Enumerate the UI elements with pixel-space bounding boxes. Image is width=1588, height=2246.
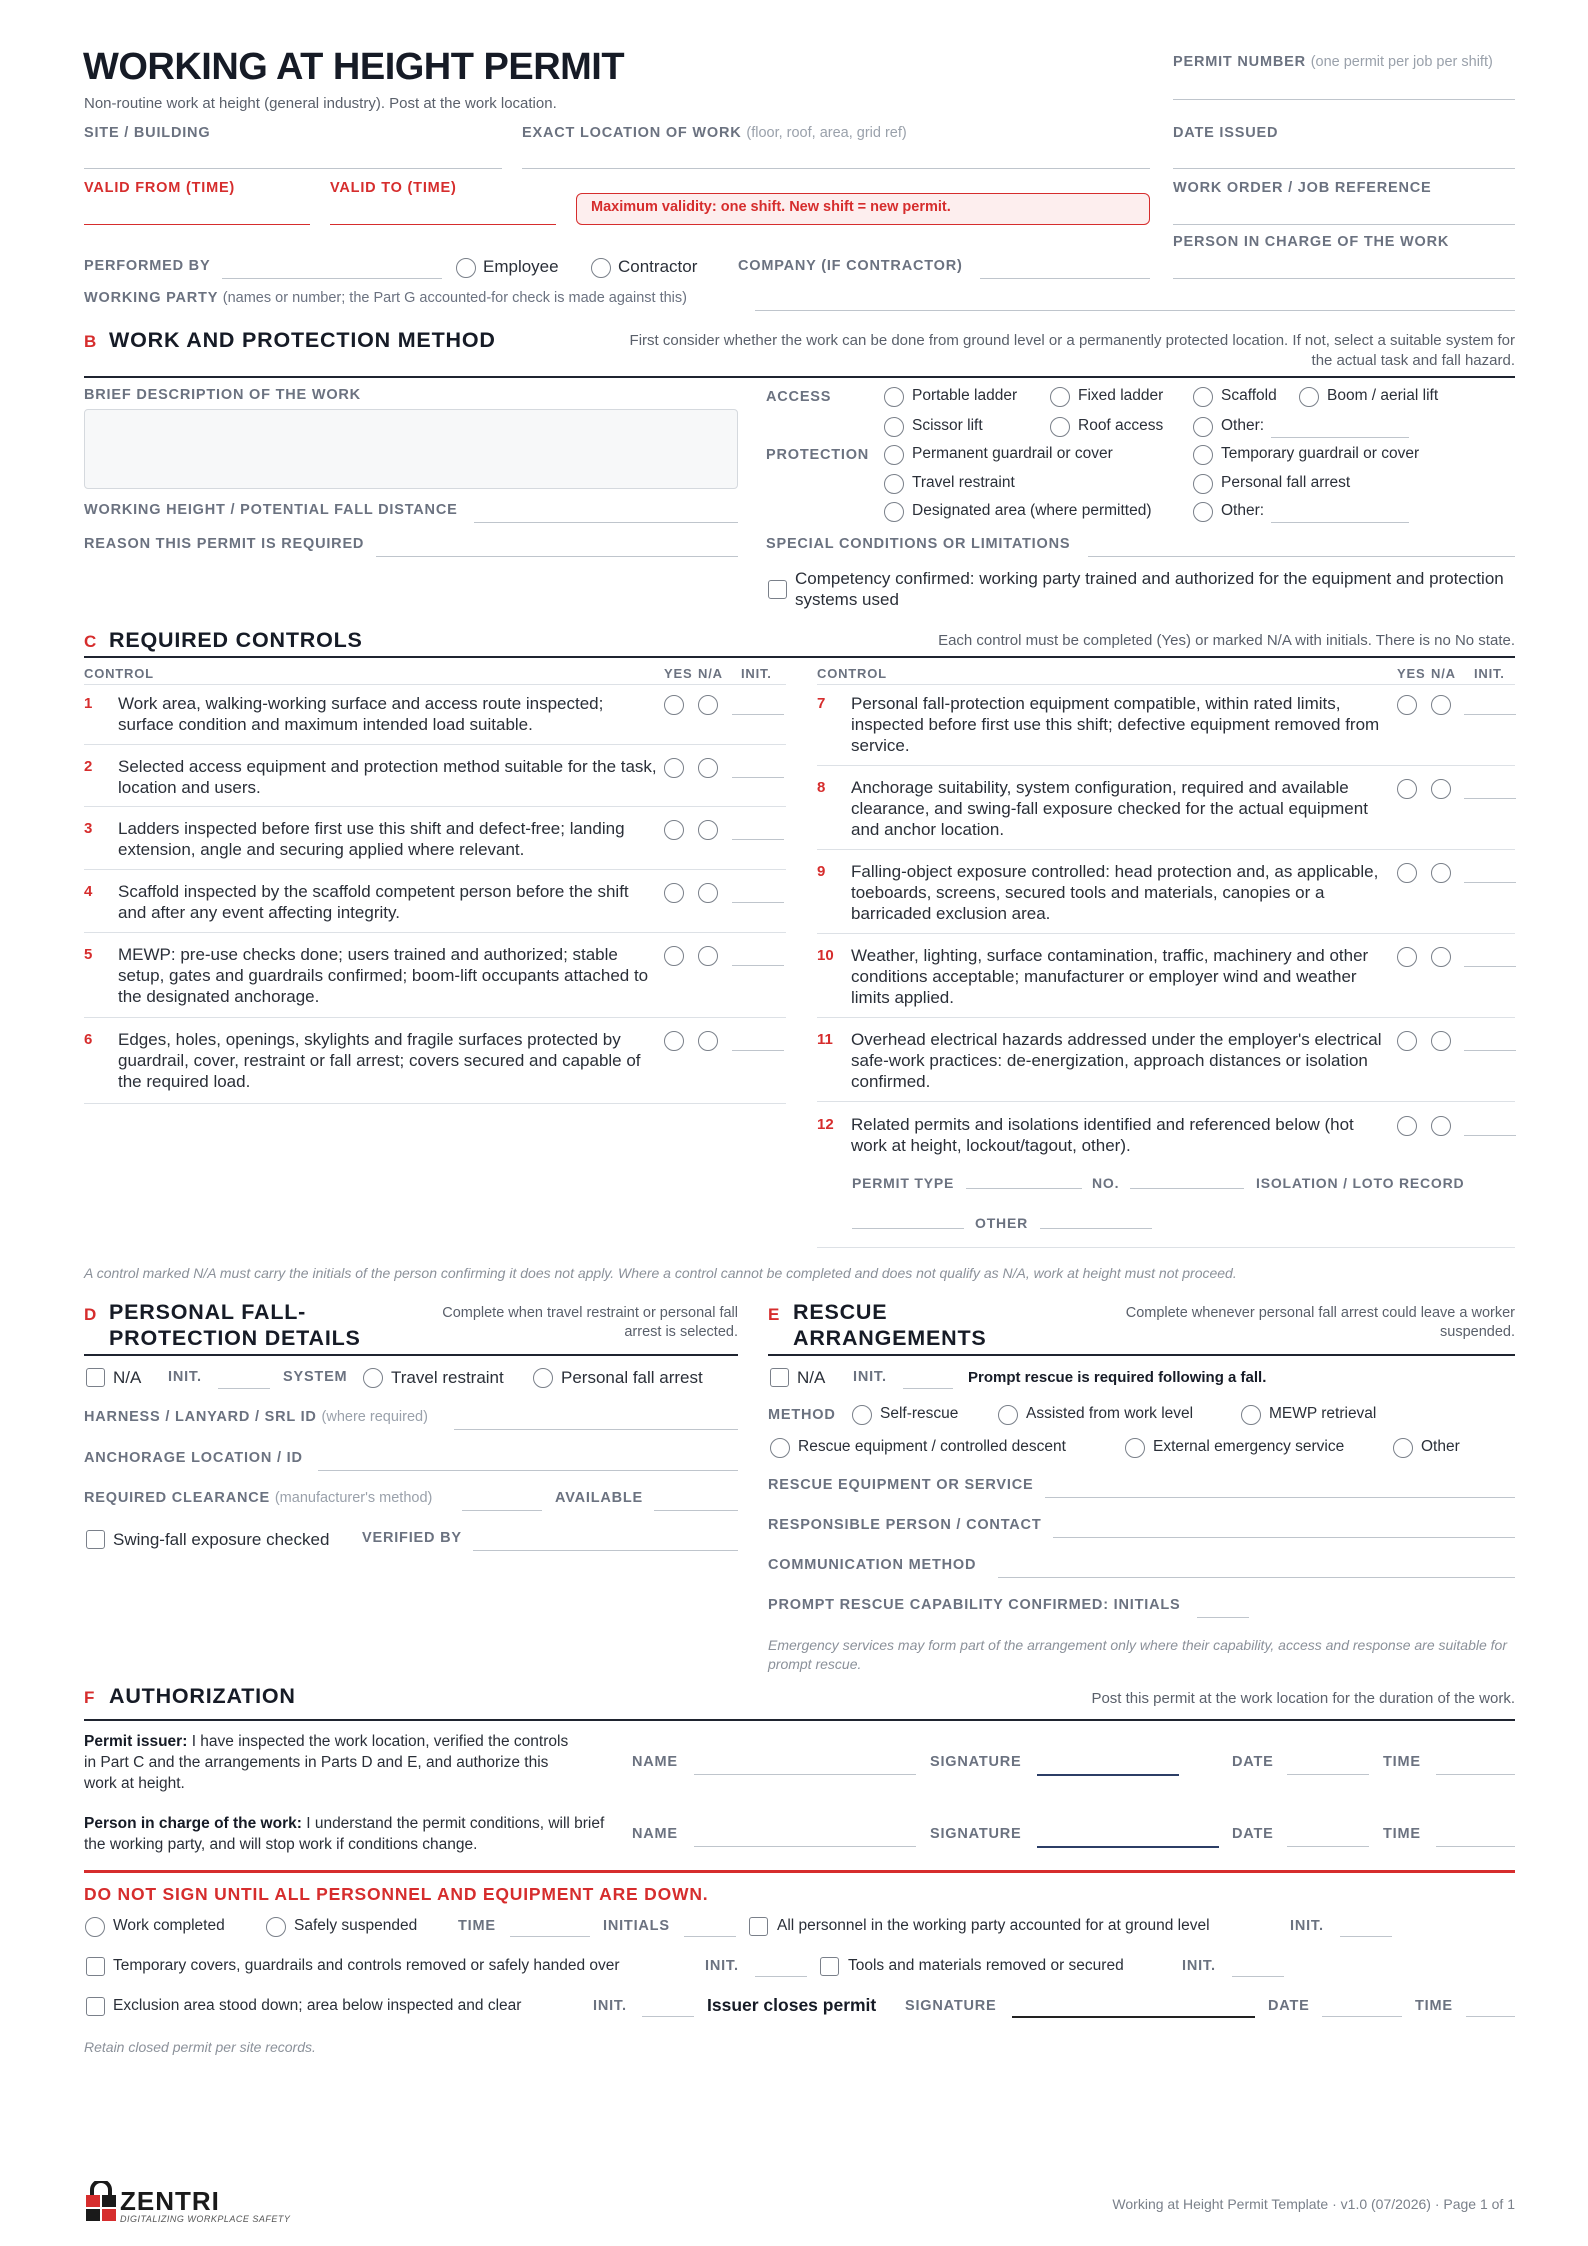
access-option-label: Scaffold	[1221, 387, 1277, 404]
personal-fall-arrest-label: Personal fall arrest	[561, 1368, 703, 1387]
rescue-method-radio[interactable]	[852, 1405, 872, 1425]
location-label: EXACT LOCATION OF WORK (floor, roof, area, grid ref)	[522, 125, 907, 141]
reason-label: REASON THIS PERMIT IS REQUIRED	[84, 536, 365, 552]
other-permit-field[interactable]	[1040, 1228, 1152, 1229]
section-c-letter: C	[84, 632, 97, 651]
reason-field[interactable]	[376, 556, 738, 557]
col-control: CONTROL	[817, 666, 887, 681]
anchorage-field[interactable]	[318, 1470, 738, 1471]
retain-note: Retain closed permit per site records.	[84, 2039, 316, 2055]
pic-name-field[interactable]	[694, 1846, 916, 1847]
section-b-note: First consider whether the work can be done from ground level or a permanently protected location. If not, select a suitable system for the actual task and fall hazard.	[629, 332, 1515, 369]
d-init-label: INIT.	[168, 1369, 202, 1385]
control-na-radio[interactable]	[698, 883, 718, 903]
close-signature-field[interactable]	[1012, 2016, 1255, 2018]
col-init: INIT.	[1474, 666, 1505, 681]
verified-by-label: VERIFIED BY	[362, 1530, 462, 1546]
section-c-title: REQUIRED CONTROLS	[109, 628, 363, 652]
brand-tagline: DIGITALIZING WORKPLACE SAFETY	[120, 2214, 291, 2224]
e-na-label: N/A	[797, 1368, 826, 1387]
issuer-signature-field[interactable]	[1037, 1774, 1179, 1776]
page-subtitle: Non-routine work at height (general industry). Post at the work location.	[84, 95, 557, 112]
valid-from-field[interactable]	[84, 224, 310, 225]
clearance-label: REQUIRED CLEARANCE (manufacturer's method)	[84, 1490, 433, 1506]
col-na: N/A	[1431, 666, 1456, 681]
date-issued-field[interactable]	[1173, 168, 1515, 169]
protection-option-label: Travel restraint	[912, 474, 1015, 491]
control-text: Weather, lighting, surface contamination, traffic, machinery and other conditions acceptable; manufacturer or employer wind and weather limits applied.	[851, 946, 1369, 1007]
other-permit-field[interactable]	[852, 1228, 964, 1229]
issuer-time-label: TIME	[1383, 1754, 1421, 1770]
control-number: 11	[817, 1031, 833, 1048]
rescue-method-label: Assisted from work level	[1026, 1405, 1194, 1422]
closeout-warning: DO NOT SIGN UNTIL ALL PERSONNEL AND EQUIPMENT ARE DOWN.	[84, 1884, 709, 1904]
all-personnel-init-label: INIT.	[1290, 1918, 1324, 1934]
access-option-label: Other:	[1221, 417, 1265, 434]
controls-footnote: A control marked N/A must carry the initials of the person confirming it does not apply. Where a control cannot be completed and does not qualify as N/A, work at height must not proceed.	[84, 1265, 1237, 1281]
protection-option-radio[interactable]	[884, 474, 904, 494]
close-date-label: DATE	[1268, 1998, 1310, 2014]
template-version: Working at Height Permit Template · v1.0 (07/2026) · Page 1 of 1	[1112, 2196, 1515, 2212]
exclusion-checkbox[interactable]	[86, 1997, 105, 2016]
control-number: 10	[817, 947, 834, 964]
harness-label: HARNESS / LANYARD / SRL ID (where required)	[84, 1409, 428, 1425]
control-text: Work area, walking-working surface and access route inspected; surface condition and maximum intended load suitable.	[118, 694, 604, 734]
control-yes-radio[interactable]	[1397, 863, 1417, 883]
section-e-rule	[768, 1354, 1515, 1356]
swing-fall-checkbox[interactable]	[86, 1530, 105, 1549]
employee-label: Employee	[483, 257, 559, 276]
control-na-radio[interactable]	[1431, 695, 1451, 715]
control-yes-radio[interactable]	[1397, 1031, 1417, 1051]
control-number: 2	[84, 758, 93, 775]
harness-field[interactable]	[454, 1429, 738, 1430]
access-option-label: Roof access	[1078, 417, 1164, 434]
pic-signature-field[interactable]	[1037, 1846, 1219, 1848]
tools-init-label: INIT.	[1182, 1958, 1216, 1974]
control-yes-radio[interactable]	[1397, 1116, 1417, 1136]
rescue-method-radio[interactable]	[998, 1405, 1018, 1425]
rescue-method-label: Self-rescue	[880, 1405, 959, 1422]
section-b-letter: B	[84, 332, 97, 351]
section-c-note: Each control must be completed (Yes) or marked N/A with initials. There is no No state.	[938, 632, 1515, 649]
control-number: 6	[84, 1031, 93, 1048]
protection-other-field[interactable]	[1271, 522, 1409, 523]
work-completed-radio[interactable]	[85, 1917, 105, 1937]
clearance-field[interactable]	[462, 1510, 542, 1511]
section-f-note: Post this permit at the work location for the duration of the work.	[1091, 1690, 1515, 1707]
rescue-method-radio[interactable]	[1241, 1405, 1261, 1425]
access-option-radio[interactable]	[1193, 387, 1213, 407]
control-yes-radio[interactable]	[664, 695, 684, 715]
control-na-radio[interactable]	[1431, 947, 1451, 967]
control-text: Edges, holes, openings, skylights and fragile surfaces protected by guardrail, cover, restraint or fall arrest; covers secured and capable of the required load.	[118, 1030, 641, 1091]
control-text: Personal fall-protection equipment compatible, within rated limits, inspected before first use this shift; defective equipment removed from service.	[851, 694, 1380, 755]
rescue-method-label: MEWP retrieval	[1269, 1405, 1377, 1422]
control-number: 7	[817, 695, 826, 712]
travel-restraint-radio[interactable]	[363, 1368, 383, 1388]
person-in-charge-statement: Person in charge of the work: I understand the permit conditions, will brief the working party, and will stop work if conditions change.	[84, 1815, 605, 1853]
personal-fall-arrest-radio[interactable]	[533, 1368, 553, 1388]
control-header-rule	[84, 684, 786, 685]
protection-option-radio[interactable]	[884, 445, 904, 465]
isolation-label: ISOLATION / LOTO RECORD	[1256, 1175, 1465, 1191]
capability-label: PROMPT RESCUE CAPABILITY CONFIRMED: INITIALS	[768, 1597, 1181, 1613]
capability-field[interactable]	[1197, 1617, 1249, 1618]
control-yes-radio[interactable]	[664, 883, 684, 903]
col-yes: YES	[664, 666, 693, 681]
zentri-logo-icon	[84, 2181, 118, 2223]
person-in-charge-label: PERSON IN CHARGE OF THE WORK	[1173, 234, 1450, 250]
control-header-rule	[817, 684, 1515, 685]
control-init-field[interactable]	[1464, 1135, 1516, 1136]
control-text: Ladders inspected before first use this shift and defect-free; landing extension, angle and securing applied where relevant.	[118, 819, 625, 859]
control-row-rule	[84, 806, 786, 807]
control-init-field[interactable]	[732, 839, 784, 840]
closeout-time-field[interactable]	[510, 1936, 590, 1937]
closeout-time-label: TIME	[458, 1918, 496, 1934]
section-b-title: WORK AND PROTECTION METHOD	[109, 328, 496, 352]
access-option-radio[interactable]	[1050, 417, 1070, 437]
pic-name-label: NAME	[632, 1826, 678, 1842]
control-text: MEWP: pre-use checks done; users trained and authorized; stable setup, gates and guardrails confirmed; boom-lift occupants attached to the designated anchorage.	[118, 945, 649, 1006]
responsible-label: RESPONSIBLE PERSON / CONTACT	[768, 1517, 1042, 1533]
max-validity-text: Maximum validity: one shift. New shift = new permit.	[591, 199, 951, 215]
access-label: ACCESS	[766, 389, 832, 405]
control-number: 8	[817, 779, 826, 796]
d-na-label: N/A	[113, 1368, 142, 1387]
rescue-method-radio[interactable]	[1125, 1438, 1145, 1458]
working-height-label: WORKING HEIGHT / POTENTIAL FALL DISTANCE	[84, 502, 458, 518]
control-yes-radio[interactable]	[1397, 779, 1417, 799]
section-d-letter: D	[84, 1305, 97, 1324]
permit-number-label: PERMIT NUMBER (one permit per job per shift)	[1173, 54, 1493, 70]
brand-name: ZENTRI	[120, 2186, 220, 2216]
all-personnel-label: All personnel in the working party accounted for at ground level	[777, 1917, 1210, 1934]
competency-text: Competency confirmed: working party trained and authorized for the equipment and protection systems used	[795, 569, 1504, 609]
issuer-name-label: NAME	[632, 1754, 678, 1770]
available-field[interactable]	[654, 1510, 738, 1511]
access-option-label: Scissor lift	[912, 417, 983, 434]
protection-option-label: Temporary guardrail or cover	[1221, 445, 1420, 462]
control-yes-radio[interactable]	[664, 758, 684, 778]
issuer-date-label: DATE	[1232, 1754, 1274, 1770]
col-control: CONTROL	[84, 666, 154, 681]
control-yes-radio[interactable]	[1397, 695, 1417, 715]
travel-restraint-label: Travel restraint	[391, 1368, 504, 1387]
emergency-note: Emergency services may form part of the arrangement only where their capability, access and response are suitable for prompt rescue.	[768, 1637, 1507, 1672]
swing-fall-label: Swing-fall exposure checked	[113, 1530, 330, 1549]
control-na-radio[interactable]	[1431, 1116, 1451, 1136]
valid-to-label: VALID TO (TIME)	[330, 180, 457, 196]
pic-time-field[interactable]	[1436, 1846, 1515, 1847]
brief-description-label: BRIEF DESCRIPTION OF THE WORK	[84, 387, 361, 403]
temp-covers-init-field[interactable]	[755, 1976, 807, 1977]
control-init-field[interactable]	[1464, 882, 1516, 883]
section-b-rule	[84, 376, 1515, 378]
responsible-field[interactable]	[1053, 1537, 1515, 1538]
protection-option-label: Other:	[1221, 502, 1265, 519]
section-c-rule	[84, 656, 1515, 658]
section-f-letter: F	[84, 1688, 95, 1707]
page-title: WORKING AT HEIGHT PERMIT	[83, 46, 625, 88]
control-na-radio[interactable]	[698, 1031, 718, 1051]
control-number: 5	[84, 946, 93, 963]
date-issued-label: DATE ISSUED	[1173, 125, 1279, 141]
access-other-field[interactable]	[1271, 437, 1409, 438]
control-text: Anchorage suitability, system configuration, required and available clearance, and swing-fall exposure checked for the actual equipment and anchor location.	[851, 778, 1368, 839]
control-init-field[interactable]	[732, 777, 784, 778]
control-yes-radio[interactable]	[664, 1031, 684, 1051]
col-init: INIT.	[741, 666, 772, 681]
exclusion-init-label: INIT.	[593, 1998, 627, 2014]
control-number: 3	[84, 820, 93, 837]
contractor-label: Contractor	[618, 257, 698, 276]
issuer-signature-label: SIGNATURE	[930, 1754, 1022, 1770]
section-d-title: PROTECTION DETAILS	[109, 1326, 361, 1350]
control-number: 4	[84, 883, 93, 900]
work-order-label: WORK ORDER / JOB REFERENCE	[1173, 180, 1432, 196]
issuer-time-field[interactable]	[1436, 1774, 1515, 1775]
protection-option-radio[interactable]	[1193, 502, 1213, 522]
company-field[interactable]	[980, 278, 1150, 279]
control-init-field[interactable]	[1464, 1050, 1516, 1051]
other-permit-label: OTHER	[975, 1215, 1028, 1231]
work-completed-label: Work completed	[113, 1917, 225, 1934]
permit-type-label: PERMIT TYPE	[852, 1175, 955, 1191]
work-order-field[interactable]	[1173, 224, 1515, 225]
close-time-field[interactable]	[1466, 2016, 1515, 2017]
control-yes-radio[interactable]	[664, 946, 684, 966]
control-row-rule	[817, 1247, 1515, 1248]
location-field[interactable]	[522, 168, 1150, 169]
close-date-field[interactable]	[1322, 2016, 1402, 2017]
special-conditions-label: SPECIAL CONDITIONS OR LIMITATIONS	[766, 536, 1071, 552]
all-personnel-init-field[interactable]	[1340, 1936, 1392, 1937]
permit-no-field[interactable]	[1130, 1188, 1244, 1189]
control-init-field[interactable]	[732, 965, 784, 966]
method-label: METHOD	[768, 1407, 836, 1423]
close-signature-label: SIGNATURE	[905, 1998, 997, 2014]
safely-suspended-label: Safely suspended	[294, 1917, 418, 1934]
control-na-radio[interactable]	[1431, 779, 1451, 799]
control-init-field[interactable]	[732, 1050, 784, 1051]
safely-suspended-radio[interactable]	[266, 1917, 286, 1937]
control-na-radio[interactable]	[698, 695, 718, 715]
valid-from-label: VALID FROM (TIME)	[84, 180, 236, 196]
rescue-method-label: Other	[1421, 1438, 1460, 1455]
pic-date-label: DATE	[1232, 1826, 1274, 1842]
control-init-field[interactable]	[732, 714, 784, 715]
section-f-rule	[84, 1719, 1515, 1721]
issuer-closes-label: Issuer closes permit	[707, 1995, 877, 2015]
section-e-note: Complete whenever personal fall arrest could leave a worker suspended.	[1125, 1305, 1515, 1340]
available-label: AVAILABLE	[555, 1490, 644, 1506]
control-row-rule	[817, 1017, 1515, 1018]
control-number: 1	[84, 695, 93, 712]
control-number: 9	[817, 863, 826, 880]
verified-by-field[interactable]	[473, 1550, 738, 1551]
control-row-rule	[817, 1101, 1515, 1102]
anchorage-label: ANCHORAGE LOCATION / ID	[84, 1450, 303, 1466]
communication-field[interactable]	[998, 1577, 1515, 1578]
control-row-rule	[817, 765, 1515, 766]
protection-option-radio[interactable]	[884, 502, 904, 522]
person-in-charge-field[interactable]	[1173, 278, 1515, 279]
closeout-initials-field[interactable]	[684, 1936, 736, 1937]
issuer-name-field[interactable]	[694, 1774, 916, 1775]
closeout-initials-label: INITIALS	[603, 1918, 670, 1934]
temp-covers-label: Temporary covers, guardrails and controls removed or safely handed over	[113, 1957, 620, 1974]
close-time-label: TIME	[1415, 1998, 1453, 2014]
control-na-radio[interactable]	[1431, 863, 1451, 883]
permit-number-field[interactable]	[1173, 99, 1515, 100]
issuer-date-field[interactable]	[1287, 1774, 1369, 1775]
control-row-rule	[84, 1103, 786, 1104]
exclusion-init-field[interactable]	[642, 2016, 694, 2017]
control-text: Related permits and isolations identified and referenced below (hot work at height, lockout/tagout, other).	[851, 1115, 1354, 1155]
control-text: Overhead electrical hazards addressed under the employer's electrical safe-work practices: de-energization, approach distances or isolation confirmed.	[851, 1030, 1382, 1091]
access-option-label: Boom / aerial lift	[1327, 387, 1439, 404]
site-label: SITE / BUILDING	[84, 125, 211, 141]
control-init-field[interactable]	[1464, 798, 1516, 799]
tools-init-field[interactable]	[1232, 1976, 1284, 1977]
control-row-rule	[817, 849, 1515, 850]
rescue-equipment-label: RESCUE EQUIPMENT OR SERVICE	[768, 1477, 1034, 1493]
control-init-field[interactable]	[732, 902, 784, 903]
employee-radio[interactable]	[456, 258, 476, 278]
rescue-method-label: Rescue equipment / controlled descent	[798, 1438, 1066, 1455]
exclusion-label: Exclusion area stood down; area below inspected and clear	[113, 1997, 522, 2014]
control-text: Selected access equipment and protection method suitable for the task, location and users.	[118, 757, 657, 797]
temp-covers-init-label: INIT.	[705, 1958, 739, 1974]
e-init-label: INIT.	[853, 1369, 887, 1385]
access-option-radio[interactable]	[1193, 417, 1213, 437]
control-text: Falling-object exposure controlled: head protection and, as applicable, toeboards, screens, secured tools and materials, canopies or a barricaded exclusion area.	[851, 862, 1379, 923]
rescue-equipment-field[interactable]	[1045, 1497, 1515, 1498]
access-option-label: Portable ladder	[912, 387, 1018, 404]
working-party-field[interactable]	[755, 310, 1515, 311]
e-na-checkbox[interactable]	[770, 1368, 789, 1387]
pic-time-label: TIME	[1383, 1826, 1421, 1842]
performed-by-label: PERFORMED BY	[84, 258, 211, 274]
contractor-radio[interactable]	[591, 258, 611, 278]
rescue-method-radio[interactable]	[1393, 1438, 1413, 1458]
d-system-label: SYSTEM	[283, 1369, 348, 1385]
section-f-title: AUTHORIZATION	[109, 1684, 296, 1708]
control-na-radio[interactable]	[1431, 1031, 1451, 1051]
control-na-radio[interactable]	[698, 758, 718, 778]
permit-type-field[interactable]	[966, 1188, 1082, 1189]
section-d-title: PERSONAL FALL-	[109, 1300, 307, 1324]
control-row-rule	[817, 933, 1515, 934]
section-e-title: RESCUE	[793, 1300, 888, 1324]
rescue-method-label: External emergency service	[1153, 1438, 1345, 1455]
company-label: COMPANY (IF CONTRACTOR)	[738, 258, 963, 274]
control-row-rule	[84, 932, 786, 933]
control-row-rule	[84, 869, 786, 870]
working-party-label: WORKING PARTY (names or number; the Part G accounted-for check is made against this)	[84, 290, 687, 306]
site-field[interactable]	[84, 168, 502, 169]
control-number: 12	[817, 1116, 834, 1133]
pic-date-field[interactable]	[1287, 1846, 1369, 1847]
control-init-field[interactable]	[1464, 966, 1516, 967]
control-na-radio[interactable]	[698, 946, 718, 966]
access-option-radio[interactable]	[884, 387, 904, 407]
temp-covers-checkbox[interactable]	[86, 1957, 105, 1976]
access-option-radio[interactable]	[884, 417, 904, 437]
control-yes-radio[interactable]	[1397, 947, 1417, 967]
prompt-rescue-text: Prompt rescue is required following a fall.	[968, 1369, 1267, 1386]
special-conditions-field[interactable]	[1088, 556, 1515, 557]
pic-signature-label: SIGNATURE	[930, 1826, 1022, 1842]
rescue-method-radio[interactable]	[770, 1438, 790, 1458]
working-height-field[interactable]	[474, 522, 738, 523]
performed-by-field[interactable]	[222, 278, 442, 279]
access-option-label: Fixed ladder	[1078, 387, 1164, 404]
tools-label: Tools and materials removed or secured	[848, 1957, 1124, 1974]
section-d-rule	[84, 1354, 738, 1356]
control-row-rule	[84, 1017, 786, 1018]
control-text: Scaffold inspected by the scaffold competent person before the shift and after any event affecting integrity.	[118, 882, 629, 922]
protection-label: PROTECTION	[766, 447, 870, 463]
protection-option-radio[interactable]	[1193, 445, 1213, 465]
e-init-field[interactable]	[903, 1388, 953, 1389]
permit-no-label: NO.	[1092, 1175, 1120, 1191]
control-yes-radio[interactable]	[664, 820, 684, 840]
section-e-letter: E	[768, 1305, 780, 1324]
col-na: N/A	[698, 666, 723, 681]
all-personnel-checkbox[interactable]	[749, 1917, 768, 1936]
access-option-radio[interactable]	[1299, 387, 1319, 407]
section-d-note: Complete when travel restraint or personal fall arrest is selected.	[442, 1305, 738, 1340]
closeout-rule	[84, 1870, 1515, 1873]
protection-option-label: Personal fall arrest	[1221, 474, 1351, 491]
col-yes: YES	[1397, 666, 1426, 681]
control-na-radio[interactable]	[698, 820, 718, 840]
d-init-field[interactable]	[218, 1388, 270, 1389]
d-na-checkbox[interactable]	[86, 1368, 105, 1387]
competency-checkbox[interactable]	[768, 580, 787, 599]
access-option-radio[interactable]	[1050, 387, 1070, 407]
issuer-statement: Permit issuer: I have inspected the work location, verified the controls in Part C and the arrangements in Parts D and E, and authorize this work at height.	[84, 1733, 569, 1792]
brief-description-field[interactable]	[84, 409, 738, 489]
protection-option-radio[interactable]	[1193, 474, 1213, 494]
section-e-title: ARRANGEMENTS	[793, 1326, 987, 1350]
valid-to-field[interactable]	[330, 224, 556, 225]
protection-option-label: Designated area (where permitted)	[912, 502, 1152, 519]
tools-checkbox[interactable]	[820, 1957, 839, 1976]
control-init-field[interactable]	[1464, 714, 1516, 715]
communication-label: COMMUNICATION METHOD	[768, 1557, 977, 1573]
control-row-rule	[84, 744, 786, 745]
protection-option-label: Permanent guardrail or cover	[912, 445, 1113, 462]
